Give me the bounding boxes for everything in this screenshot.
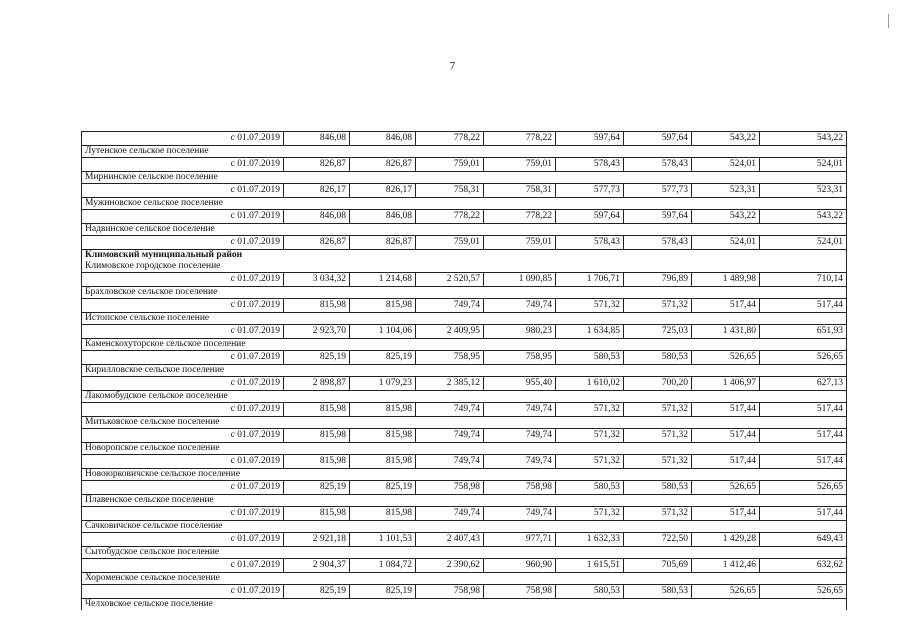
- value-cell: 749,74: [416, 403, 484, 417]
- value-cell: 815,98: [284, 507, 350, 521]
- value-cell: 2 898,87: [284, 377, 350, 391]
- table-row: [82, 273, 847, 287]
- value-cell: 526,65: [760, 481, 847, 495]
- value-cell: 825,19: [350, 351, 416, 365]
- value-cell: 2 520,57: [416, 273, 484, 287]
- value-cell: 825,19: [284, 585, 350, 599]
- table-body: [82, 132, 847, 611]
- value-cell: 523,31: [760, 184, 847, 198]
- value-cell: 980,23: [484, 325, 556, 339]
- value-cell: 580,53: [624, 585, 692, 599]
- value-cell: 571,32: [624, 507, 692, 521]
- value-cell: 749,74: [416, 455, 484, 469]
- value-cell: 955,40: [484, 377, 556, 391]
- value-cell: 526,65: [692, 481, 760, 495]
- value-cell: 577,73: [624, 184, 692, 198]
- value-cell: 815,98: [284, 429, 350, 443]
- value-cell: 1 489,98: [692, 273, 760, 287]
- value-cell: 578,43: [624, 158, 692, 172]
- value-cell: 571,32: [556, 299, 624, 313]
- value-cell: 597,64: [624, 132, 692, 146]
- date-cell: с 01.07.2019: [82, 403, 284, 417]
- value-cell: 2 923,70: [284, 325, 350, 339]
- table-row: [82, 585, 847, 599]
- value-cell: 517,44: [692, 299, 760, 313]
- settlement-heading-row: [82, 469, 847, 481]
- district-name: Климовский муниципальный район: [82, 250, 847, 262]
- value-cell: 2 409,95: [416, 325, 484, 339]
- value-cell: 526,65: [692, 351, 760, 365]
- value-cell: 815,98: [350, 299, 416, 313]
- value-cell: 725,03: [624, 325, 692, 339]
- table-row: [82, 158, 847, 172]
- settlement-heading-row: [82, 198, 847, 210]
- value-cell: 846,08: [284, 132, 350, 146]
- value-cell: 597,64: [556, 210, 624, 224]
- value-cell: 580,53: [624, 481, 692, 495]
- settlement-name: Сачковичское сельское поселение: [82, 521, 847, 533]
- value-cell: 1 101,53: [350, 533, 416, 547]
- district-heading-row: [82, 250, 847, 262]
- value-cell: 1 084,72: [350, 559, 416, 573]
- value-cell: 758,98: [416, 481, 484, 495]
- settlement-heading-row: [82, 146, 847, 158]
- date-cell: с 01.07.2019: [82, 585, 284, 599]
- value-cell: 749,74: [484, 507, 556, 521]
- value-cell: 749,74: [484, 299, 556, 313]
- value-cell: 2 407,43: [416, 533, 484, 547]
- value-cell: 523,31: [692, 184, 760, 198]
- value-cell: 758,98: [416, 585, 484, 599]
- value-cell: 543,22: [760, 132, 847, 146]
- value-cell: 571,32: [624, 455, 692, 469]
- table-row: [82, 210, 847, 224]
- table-row: [82, 351, 847, 365]
- value-cell: 825,19: [284, 351, 350, 365]
- value-cell: 1 090,85: [484, 273, 556, 287]
- table-row: [82, 559, 847, 573]
- table-row: [82, 132, 847, 146]
- value-cell: 517,44: [760, 507, 847, 521]
- table-row: [82, 455, 847, 469]
- value-cell: 815,98: [284, 403, 350, 417]
- settlement-name: Новоропское сельское поселение: [82, 443, 847, 455]
- value-cell: 759,01: [484, 158, 556, 172]
- value-cell: 526,65: [760, 585, 847, 599]
- value-cell: 580,53: [624, 351, 692, 365]
- table-row: [82, 236, 847, 250]
- settlement-heading-row: [82, 224, 847, 236]
- value-cell: 524,01: [760, 158, 847, 172]
- date-cell: с 01.07.2019: [82, 132, 284, 146]
- value-cell: 825,19: [350, 585, 416, 599]
- date-cell: с 01.07.2019: [82, 533, 284, 547]
- value-cell: 749,74: [416, 299, 484, 313]
- value-cell: 571,32: [624, 403, 692, 417]
- date-cell: с 01.07.2019: [82, 325, 284, 339]
- value-cell: 571,32: [556, 507, 624, 521]
- value-cell: 778,22: [416, 210, 484, 224]
- value-cell: 571,32: [556, 455, 624, 469]
- value-cell: 749,74: [484, 429, 556, 443]
- value-cell: 759,01: [484, 236, 556, 250]
- date-cell: с 01.07.2019: [82, 184, 284, 198]
- value-cell: 815,98: [284, 299, 350, 313]
- table-row: [82, 299, 847, 313]
- page-number: 7: [449, 60, 456, 72]
- value-cell: 1 632,33: [556, 533, 624, 547]
- value-cell: 543,22: [692, 210, 760, 224]
- value-cell: 517,44: [760, 429, 847, 443]
- date-cell: с 01.07.2019: [82, 455, 284, 469]
- settlement-name: Истопское сельское поселение: [82, 313, 847, 325]
- value-cell: 825,19: [284, 481, 350, 495]
- value-cell: 517,44: [692, 403, 760, 417]
- value-cell: 524,01: [692, 158, 760, 172]
- value-cell: 759,01: [416, 236, 484, 250]
- date-cell: с 01.07.2019: [82, 507, 284, 521]
- value-cell: 1 706,71: [556, 273, 624, 287]
- settlement-heading-row: [82, 313, 847, 325]
- value-cell: 578,43: [556, 236, 624, 250]
- value-cell: 580,53: [556, 585, 624, 599]
- settlement-heading-row: [82, 287, 847, 299]
- value-cell: 2 921,18: [284, 533, 350, 547]
- table-row: [82, 184, 847, 198]
- value-cell: 571,32: [624, 299, 692, 313]
- settlement-heading-row: [82, 391, 847, 403]
- settlement-heading-row: [82, 521, 847, 533]
- settlement-heading-row: [82, 365, 847, 377]
- value-cell: 517,44: [692, 507, 760, 521]
- date-cell: с 01.07.2019: [82, 236, 284, 250]
- value-cell: 1 610,02: [556, 377, 624, 391]
- value-cell: 705,69: [624, 559, 692, 573]
- value-cell: 700,20: [624, 377, 692, 391]
- value-cell: 1 634,85: [556, 325, 624, 339]
- value-cell: 846,08: [350, 132, 416, 146]
- value-cell: 2 904,37: [284, 559, 350, 573]
- value-cell: 1 615,51: [556, 559, 624, 573]
- value-cell: 846,08: [284, 210, 350, 224]
- settlement-name: Каменскохуторское сельское поселение: [82, 339, 847, 351]
- value-cell: 578,43: [556, 158, 624, 172]
- value-cell: 517,44: [760, 455, 847, 469]
- value-cell: 977,71: [484, 533, 556, 547]
- table-row: [82, 325, 847, 339]
- value-cell: 580,53: [556, 351, 624, 365]
- value-cell: 577,73: [556, 184, 624, 198]
- table-row: [82, 429, 847, 443]
- value-cell: 758,31: [484, 184, 556, 198]
- value-cell: 1 214,68: [350, 273, 416, 287]
- value-cell: 524,01: [692, 236, 760, 250]
- value-cell: 517,44: [692, 455, 760, 469]
- value-cell: 710,14: [760, 273, 847, 287]
- value-cell: 526,65: [692, 585, 760, 599]
- date-cell: с 01.07.2019: [82, 559, 284, 573]
- table-row: [82, 377, 847, 391]
- value-cell: 815,98: [350, 455, 416, 469]
- settlement-heading-row: [82, 261, 847, 273]
- settlement-heading-row: [82, 443, 847, 455]
- value-cell: 597,64: [556, 132, 624, 146]
- tariff-table: [81, 131, 847, 610]
- value-cell: 749,74: [484, 403, 556, 417]
- value-cell: 778,22: [416, 132, 484, 146]
- value-cell: 597,64: [624, 210, 692, 224]
- value-cell: 526,65: [760, 351, 847, 365]
- settlement-heading-row: [82, 573, 847, 585]
- settlement-name: Мирнинское сельское поселение: [82, 172, 847, 184]
- settlement-name: Мужиновское сельское поселение: [82, 198, 847, 210]
- value-cell: 749,74: [416, 507, 484, 521]
- settlement-name: Кирилловское сельское поселение: [82, 365, 847, 377]
- value-cell: 758,98: [484, 585, 556, 599]
- settlement-heading-row: [82, 339, 847, 351]
- settlement-name: Хороменское сельское поселение: [82, 573, 847, 585]
- date-cell: с 01.07.2019: [82, 377, 284, 391]
- value-cell: 1 412,46: [692, 559, 760, 573]
- value-cell: 759,01: [416, 158, 484, 172]
- value-cell: 571,32: [624, 429, 692, 443]
- settlement-name: Сытобудское сельское поселение: [82, 547, 847, 559]
- date-cell: с 01.07.2019: [82, 273, 284, 287]
- value-cell: 1 429,28: [692, 533, 760, 547]
- value-cell: 517,44: [760, 403, 847, 417]
- date-cell: с 01.07.2019: [82, 429, 284, 443]
- value-cell: 571,32: [556, 429, 624, 443]
- value-cell: 826,87: [284, 236, 350, 250]
- value-cell: 3 034,32: [284, 273, 350, 287]
- settlement-name: Митьковское сельское поселение: [82, 417, 847, 429]
- date-cell: с 01.07.2019: [82, 210, 284, 224]
- value-cell: 826,17: [284, 184, 350, 198]
- table-row: [82, 481, 847, 495]
- value-cell: 578,43: [624, 236, 692, 250]
- value-cell: 826,87: [350, 236, 416, 250]
- value-cell: 543,22: [692, 132, 760, 146]
- value-cell: 651,93: [760, 325, 847, 339]
- value-cell: 758,31: [416, 184, 484, 198]
- value-cell: 1 079,23: [350, 377, 416, 391]
- date-cell: с 01.07.2019: [82, 158, 284, 172]
- value-cell: 758,98: [484, 481, 556, 495]
- value-cell: 846,08: [350, 210, 416, 224]
- settlement-name: Климовское городское поселение: [82, 261, 847, 273]
- value-cell: 826,87: [284, 158, 350, 172]
- value-cell: 1 406,97: [692, 377, 760, 391]
- value-cell: 2 385,12: [416, 377, 484, 391]
- settlement-name: Челховское сельское поселение: [82, 599, 847, 611]
- value-cell: 524,01: [760, 236, 847, 250]
- value-cell: 580,53: [556, 481, 624, 495]
- value-cell: 960,90: [484, 559, 556, 573]
- value-cell: 815,98: [350, 429, 416, 443]
- value-cell: 722,50: [624, 533, 692, 547]
- table-row: [82, 507, 847, 521]
- date-cell: с 01.07.2019: [82, 351, 284, 365]
- value-cell: 517,44: [760, 299, 847, 313]
- value-cell: 571,32: [556, 403, 624, 417]
- value-cell: 2 390,62: [416, 559, 484, 573]
- value-cell: 758,95: [416, 351, 484, 365]
- scan-mark: [888, 14, 889, 28]
- settlement-name: Лакомобудское сельское поселение: [82, 391, 847, 403]
- value-cell: 749,74: [484, 455, 556, 469]
- value-cell: 1 431,80: [692, 325, 760, 339]
- value-cell: 627,13: [760, 377, 847, 391]
- settlement-name: Плавенское сельское поселение: [82, 495, 847, 507]
- settlement-heading-row: [82, 417, 847, 429]
- settlement-heading-row: [82, 495, 847, 507]
- value-cell: 778,22: [484, 132, 556, 146]
- table-row: [82, 403, 847, 417]
- value-cell: 778,22: [484, 210, 556, 224]
- value-cell: 1 104,06: [350, 325, 416, 339]
- settlement-name: Лутенское сельское поселение: [82, 146, 847, 158]
- value-cell: 815,98: [284, 455, 350, 469]
- settlement-heading-row: [82, 172, 847, 184]
- value-cell: 758,95: [484, 351, 556, 365]
- settlement-name: Надвинское сельское поселение: [82, 224, 847, 236]
- table-row: [82, 533, 847, 547]
- value-cell: 815,98: [350, 507, 416, 521]
- settlement-heading-row: [82, 547, 847, 559]
- date-cell: с 01.07.2019: [82, 299, 284, 313]
- value-cell: 796,89: [624, 273, 692, 287]
- value-cell: 543,22: [760, 210, 847, 224]
- settlement-heading-row: [82, 599, 847, 611]
- value-cell: 826,87: [350, 158, 416, 172]
- value-cell: 649,43: [760, 533, 847, 547]
- settlement-name: Брахловское сельское поселение: [82, 287, 847, 299]
- value-cell: 815,98: [350, 403, 416, 417]
- settlement-name: Новоюрковичское сельское поселение: [82, 469, 847, 481]
- value-cell: 826,17: [350, 184, 416, 198]
- value-cell: 825,19: [350, 481, 416, 495]
- value-cell: 632,62: [760, 559, 847, 573]
- value-cell: 517,44: [692, 429, 760, 443]
- value-cell: 749,74: [416, 429, 484, 443]
- date-cell: с 01.07.2019: [82, 481, 284, 495]
